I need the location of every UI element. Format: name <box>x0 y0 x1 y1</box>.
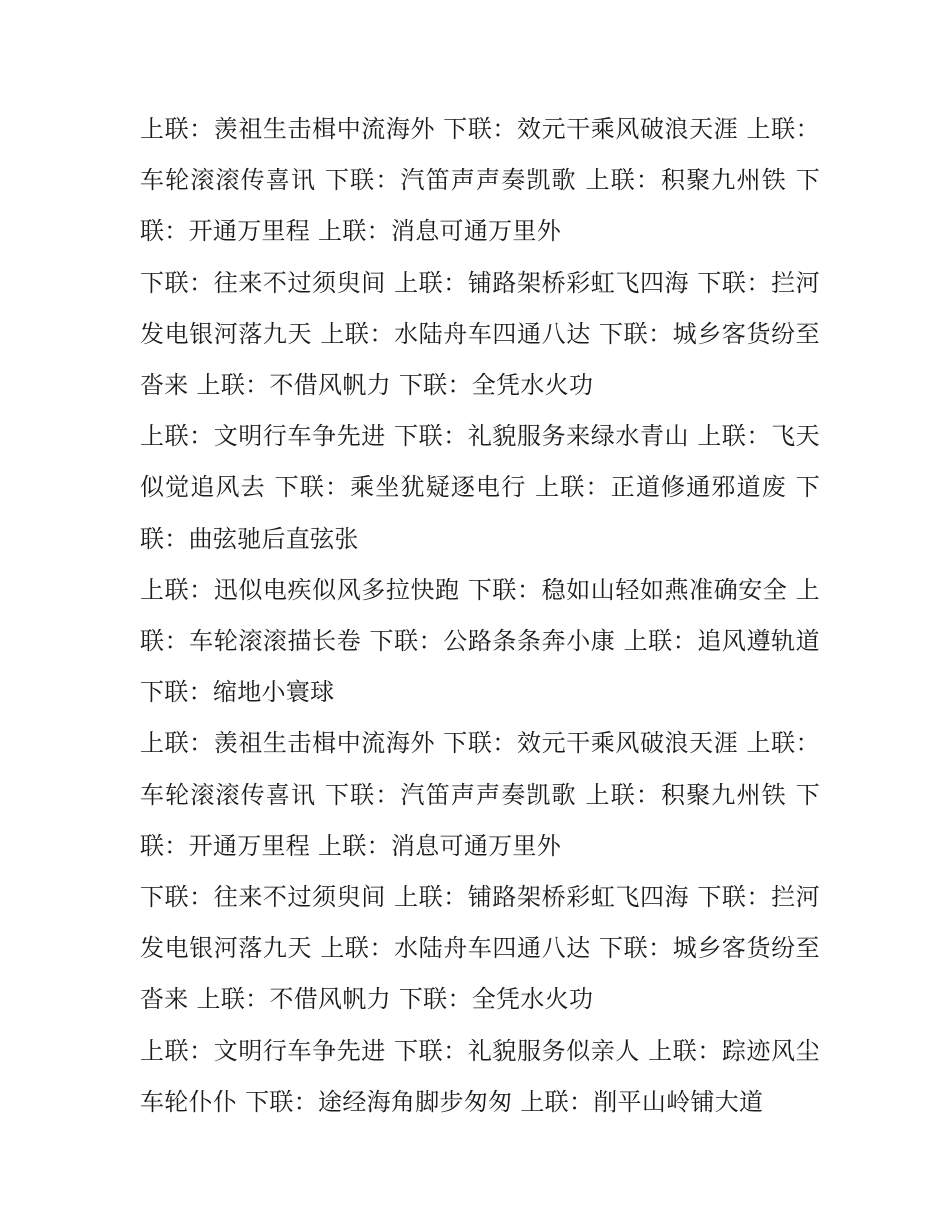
paragraph-6: 下联：往来不过须臾间 上联：铺路架桥彩虹飞四海 下联：拦河发电银河落九天 上联：水陆舟车四通八达 下联：城乡客货纷至沓来 上联：不借风帆力 下联：全凭水火功 <box>140 883 820 1014</box>
paragraph-4: 上联：迅似电疾似风多拉快跑 下联：稳如山轻如燕准确安全 上联：车轮滚滚描长卷 下联：公路条条奔小康 上联：追风遵轨道 下联：缩地小寰球 <box>140 575 820 707</box>
paragraph-3: 上联：文明行车争先进 下联：礼貌服务来绿水青山 上联：飞天似觉追风去 下联：乘坐犹疑逐电行 上联：正道修通邪道废 下联：曲弦驰后直弦张 <box>140 422 820 553</box>
paragraph-2: 下联：往来不过须臾间 上联：铺路架桥彩虹飞四海 下联：拦河发电银河落九天 上联：水陆舟车四通八达 下联：城乡客货纷至沓来 上联：不借风帆力 下联：全凭水火功 <box>140 268 820 400</box>
paragraph-1: 上联：羡祖生击楫中流海外 下联：效元干乘风破浪天涯 上联：车轮滚滚传喜讯 下联：汽笛声声奏凯歌 上联：积聚九州铁 下联：开通万里程 上联：消息可通万里外 <box>140 115 820 246</box>
paragraph-7: 上联：文明行车争先进 下联：礼貌服务似亲人 上联：踪迹风尘车轮仆仆 下联：途经海角脚步匆匆 上联：削平山岭铺大道 <box>140 1036 820 1116</box>
document-body <box>140 104 820 1128</box>
paragraph-5: 上联：羡祖生击楫中流海外 下联：效元干乘风破浪天涯 上联：车轮滚滚传喜讯 下联：汽笛声声奏凯歌 上联：积聚九州铁 下联：开通万里程 上联：消息可通万里外 <box>140 729 820 860</box>
